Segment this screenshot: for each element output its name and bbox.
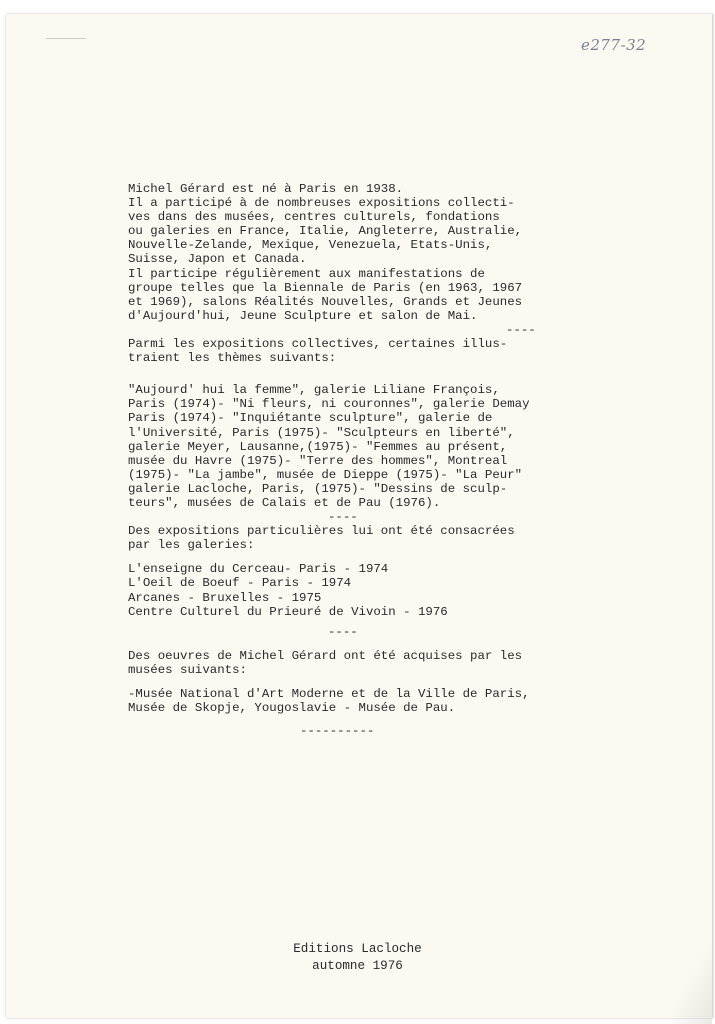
pencil-mark (46, 38, 86, 39)
text-line: teurs", musées de Calais et de Pau (1976). (128, 495, 441, 510)
text-line: Centre Culturel du Prieuré de Vivoin - 1976 (128, 604, 448, 619)
text-line: musées suivants: (128, 662, 247, 677)
paragraph-themes-intro (128, 337, 588, 365)
separator: ---- (328, 624, 358, 639)
text-line: Paris (1974)- "Inquiétante sculpture", galerie de (128, 411, 493, 426)
text-line: traient les thèmes suivants: (128, 351, 337, 366)
paragraph-acquisitions-intro (128, 649, 588, 677)
text-line: Il participe régulièrement aux manifestations de (128, 266, 485, 281)
closing-rule: ---------- (300, 724, 375, 738)
text-line: et 1969), salons Réalités Nouvelles, Grands et Jeunes (128, 294, 523, 309)
text-line: ves dans des musées, centres culturels, fondations (128, 210, 500, 225)
text-line: Paris (1974)- "Ni fleurs, ni couronnes", galerie Demay (128, 397, 530, 412)
text-line: groupe telles que la Biennale de Paris (en 1963, 1967 (128, 280, 523, 295)
footer (0, 941, 715, 975)
text-line: Michel Gérard est né à Paris en 1938. (128, 182, 404, 196)
typed-body (128, 182, 588, 715)
paragraph-museum-list (128, 687, 588, 715)
publisher-name: Editions Lacloche (293, 942, 422, 956)
publication-date: automne 1976 (312, 959, 403, 973)
text-line: (1975)- "La jambe", musée de Dieppe (1975)- "La Peur" (128, 467, 523, 482)
text-line: -Musée National d'Art Moderne et de la Ville de Paris, (128, 687, 530, 701)
text-line: musée du Havre (1975)- "Terre des hommes", Montreal (128, 453, 508, 468)
text-line: "Aujourd' hui la femme", galerie Liliane François, (128, 383, 500, 398)
paragraph-group-exhibitions (128, 383, 588, 510)
text-line: d'Aujourd'hui, Jeune Sculpture et salon de Mai. (128, 308, 478, 323)
text-line: par les galeries: (128, 538, 255, 553)
text-line: l'Université, Paris (1975)- "Sculpteurs en liberté", (128, 425, 515, 440)
text-line: Des expositions particulières lui ont été consacrées (128, 524, 515, 539)
paragraph-biography (128, 182, 588, 323)
text-line: L'enseigne du Cerceau- Paris - 1974 (128, 562, 389, 577)
text-line: galerie Lacloche, Paris, (1975)- "Dessins de sculp- (128, 481, 508, 496)
paragraph-solo-exhibitions (128, 562, 588, 618)
paragraph-solo-intro (128, 524, 588, 552)
separator: ---- (506, 322, 536, 337)
separator: ---- (328, 510, 358, 525)
text-line: ou galeries en France, Italie, Angleterre, Australie, (128, 224, 523, 239)
text-line: Musée de Skopje, Yougoslavie - Musée de Pau. (128, 701, 456, 716)
text-line: Des oeuvres de Michel Gérard ont été acquises par les (128, 648, 523, 663)
text-line: Arcanes - Bruxelles - 1975 (128, 590, 322, 605)
text-line: L'Oeil de Boeuf - Paris - 1974 (128, 576, 352, 591)
text-line: Il a participé à de nombreuses expositions collecti- (128, 196, 515, 211)
text-line: galerie Meyer, Lausanne,(1975)- "Femmes au présent, (128, 439, 508, 454)
text-line: Nouvelle-Zelande, Mexique, Venezuela, Etats-Unis, (128, 238, 493, 253)
text-line: Suisse, Japon et Canada. (128, 252, 307, 267)
text-line: Parmi les expositions collectives, certaines illus- (128, 337, 508, 352)
archive-reference: e277-32 (581, 36, 647, 54)
